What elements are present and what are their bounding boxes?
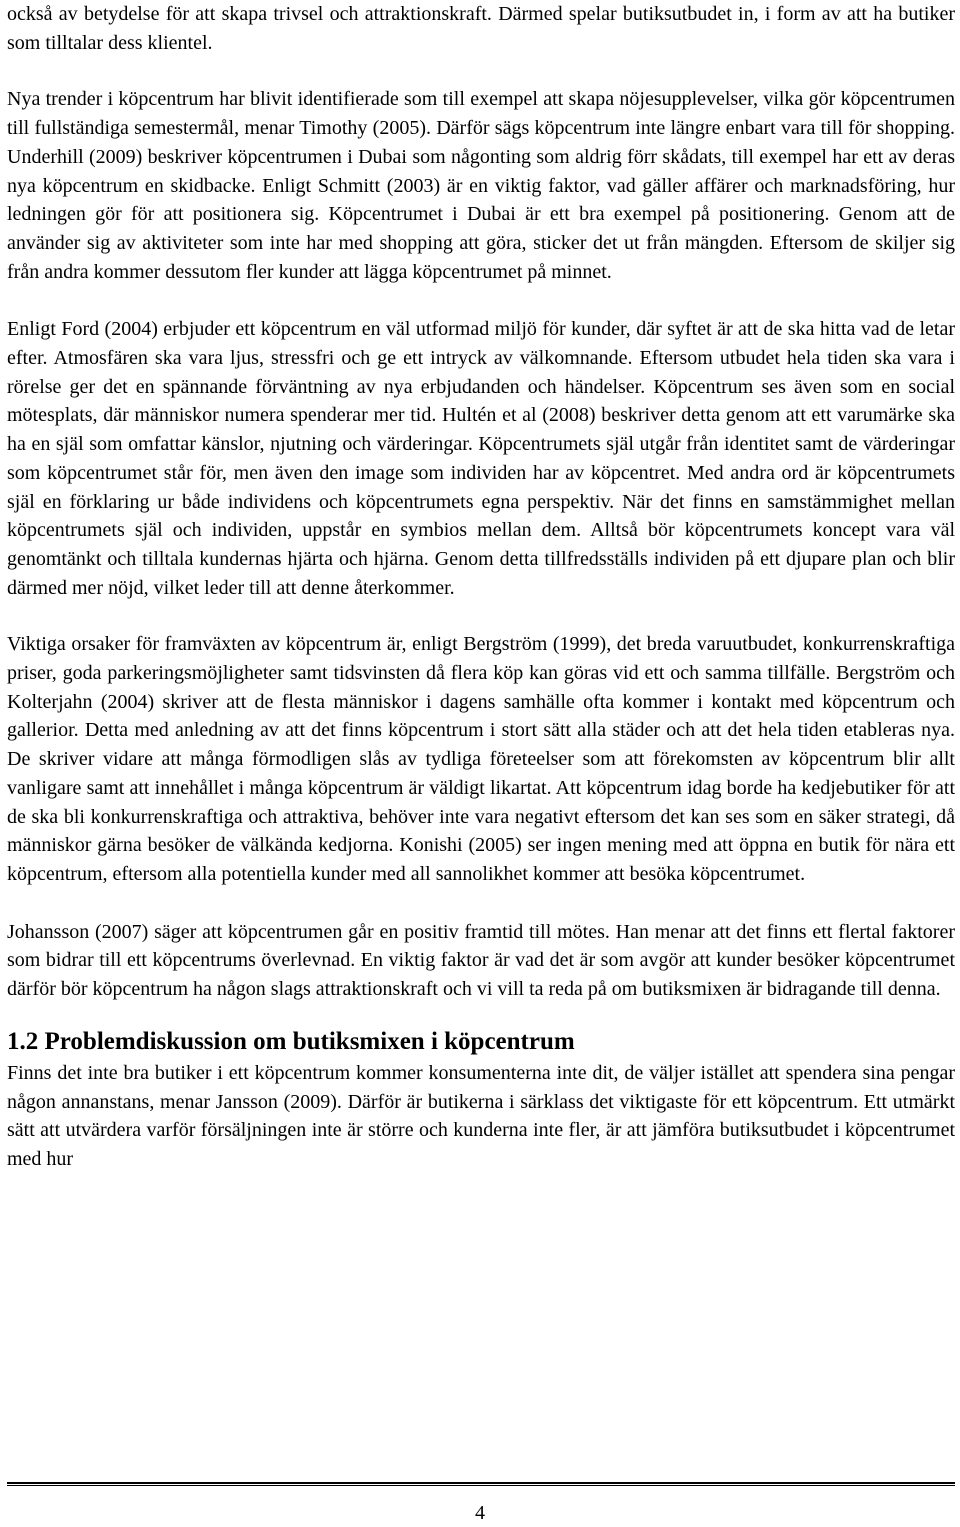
page-number: 4 — [475, 1502, 485, 1524]
document-page — [7, 0, 955, 1174]
paragraph-2: Nya trender i köpcentrum har blivit identifierade som till exempel att skapa nöjesupplevelser, vilka gör köpcentrumen till fullständiga semestermål, menar Timothy (2005). Därför sägs köpcentrum inte längre enbart vara till för shopping. Underhill (2009) beskriver köpcentrumen i Dubai som någonting som aldrig förr skådats, till exempel har ett av deras nya köpcentrum en skidbacke. Enligt Schmitt (2003) är en viktig faktor, vad gäller affärer och marknadsföring, hur ledningen gör för att positionera sig. Köpcentrumet i Dubai är ett bra exempel på positionering. Genom att de använder sig av aktiviteter som inte har med shopping att göra, sticker det ut från mängden. Eftersom de skiljer sig från andra kommer dessutom fler kunder att lägga köpcentrumet på minnet. — [7, 88, 955, 283]
footer-divider — [7, 1482, 955, 1486]
paragraph-3: Enligt Ford (2004) erbjuder ett köpcentrum en väl utformad miljö för kunder, där syftet är att de ska hitta vad de letar efter. Atmosfären ska vara ljus, stressfri och ge ett intryck av välkomnande. Eftersom utbudet hela tiden ska vara i rörelse ger det en spännande förväntning av nya erbjudanden och händelser. Köpcentrum ses även som en social mötesplats, där människor numera spenderar mer tid. Hultén et al (2008) beskriver detta genom att ett varumärke ska ha en själ som omfattar känslor, njutning och värderingar. Köpcentrumets själ utgår från identitet samt de värderingar som köpcentrumet står för, men även den image som individen har av köpcentret. Med andra ord är köpcentrumets själ en förklaring ur både individens och köpcentrumets egna perspektiv. När det finns en samstämmighet mellan köpcentrumets själ och individen, uppstår en symbios mellan dem. Alltså bör köpcentrumets koncept vara väl genomtänkt och tilltala kundernas hjärta och hjärna. Genom detta tillfredsställs individen på ett djupare plan och blir därmed mer nöjd, vilket leder till att denne återkommer. — [7, 318, 955, 599]
section-heading: 1.2 Problemdiskussion om butiksmixen i köpcentrum — [7, 1027, 575, 1055]
section-paragraph: Finns det inte bra butiker i ett köpcentrum kommer konsumenterna inte dit, de väljer istället att spendera sina pengar någon annanstans, menar Jansson (2009). Därför är butikerna i särklass det viktigaste för ett köpcentrum. Ett utmärkt sätt att utvärdera varför försäljningen inte är större och kunderna inte fler, är att jämföra butiksutbudet i köpcentrumet med hur — [7, 1061, 955, 1170]
paragraph-4: Viktiga orsaker för framväxten av köpcentrum är, enligt Bergström (1999), det breda varuutbudet, konkurrenskraftiga priser, goda parkeringsmöjligheter samt tidsvinsten då flera köp kan göras vid ett och samma tillfälle. Bergström och Kolterjahn (2004) skriver att de flesta människor i dagens samhälle ofta kommer i kontakt med köpcentrum och gallerior. Detta med anledning av att det finns köpcentrum i stort sätt alla städer och att det hela tiden etableras nya. De skriver vidare att många förmodligen slås av tydliga företeelser som att förekomsten av köpcentrum blir allt vanligare samt att innehållet i många köpcentrum är väldigt likartat. Att köpcentrum idag borde ha kedjebutiker för att de ska bli konkurrenskraftiga och attraktiva, behöver inte vara negativt eftersom det kan ses som en säker strategi, då människor gärna besöker de välkända kedjorna. Konishi (2005) ser ingen mening med att öppna en butik för nära ett köpcentrum, eftersom alla potentiella kunder med all sannolikhet kommer att besöka köpcentrumet. — [7, 633, 955, 885]
paragraph-1: också av betydelse för att skapa trivsel och attraktionskraft. Därmed spelar butiksutbudet in, i form av att ha butiker som tilltalar dess klientel. — [7, 3, 955, 54]
paragraph-5: Johansson (2007) säger att köpcentrumen går en positiv framtid till mötes. Han menar att det finns ett flertal faktorer som bidrar till ett köpcentrums överlevnad. En viktig faktor är vad det är som avgör att kunder besöker köpcentrumet därför bör köpcentrum ha någon slags attraktionskraft och vi vill ta reda på om butiksmixen är bidragande till denna. — [7, 920, 955, 1001]
